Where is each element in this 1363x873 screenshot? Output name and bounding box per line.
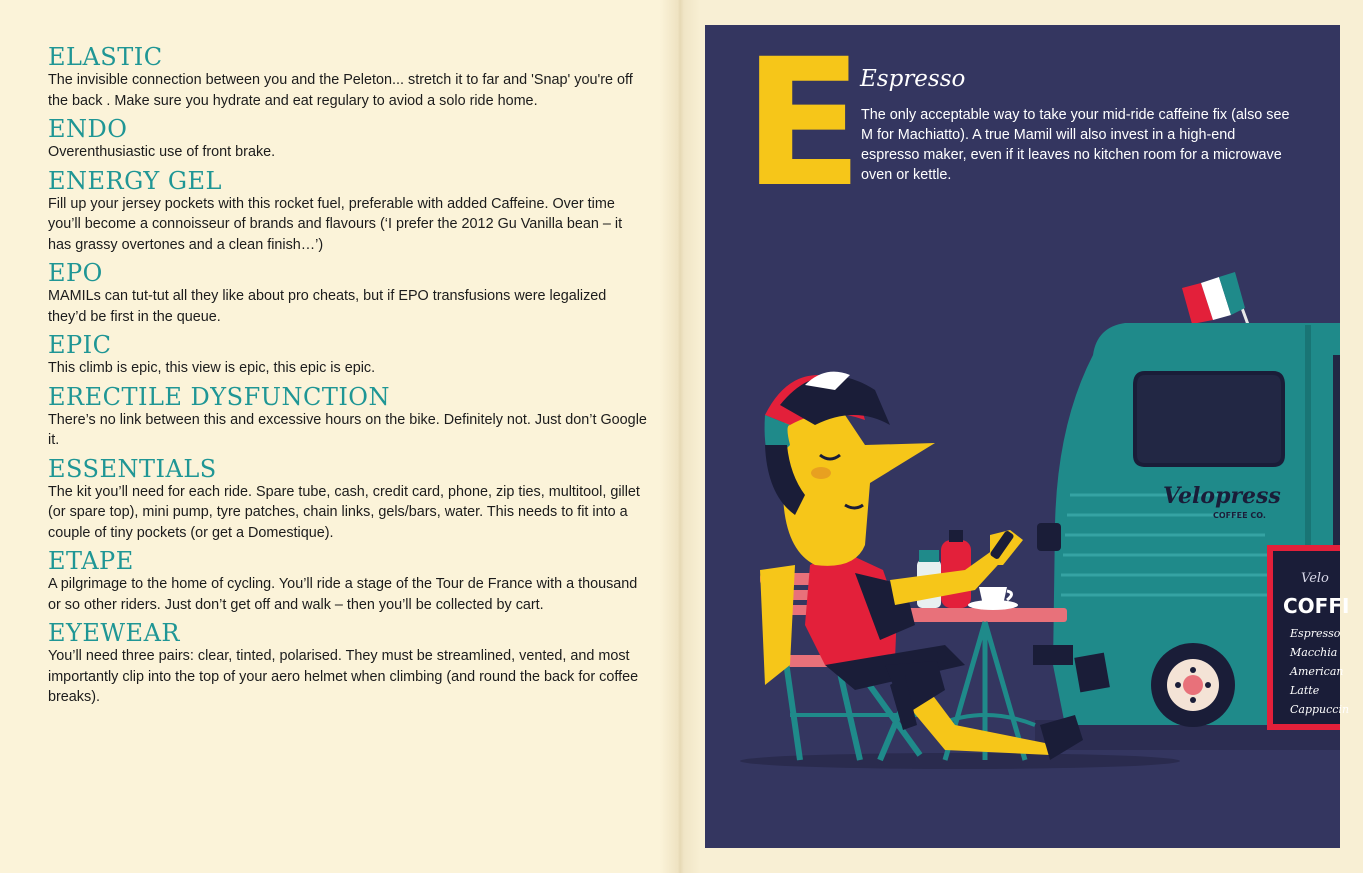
entry-definition: MAMILs can tut-tut all they like about pro cheats, but if EPO transfusions were legalized they’d be first in the queue. [48,288,607,325]
entry-etape [48,548,648,615]
menu-sign [1267,545,1349,730]
entry-term: ENERGY GEL [48,166,222,195]
sign-heading: COFFI [1283,594,1350,618]
entry-definition: Fill up your jersey pockets with this rocket fuel, preferable with added Caffeine. Over time you’ll become a connoisseur of brands and flavours (‘I prefer the 2012 Gu Vanilla bean – it has grassy overtones and a clean finish…’) [48,195,623,253]
sign-item: American [1290,665,1344,678]
glossary-entries [48,44,648,713]
book-gutter [660,0,700,873]
van-subtitle: COFFEE CO. [1213,511,1266,520]
entry-elastic [48,44,648,111]
entry-energy-gel [48,168,648,256]
sign-item: Macchia [1290,646,1338,659]
entry-definition: Overenthusiastic use of front brake. [48,144,276,160]
panel-body: The only acceptable way to take your mid-ride caffeine fix (also see M for Machiatto). A true Mamil will also invest in a high-end espresso maker, even if it leaves no kitchen room for a microwave oven or kettle. [861,107,1290,183]
sign-item: Latte [1290,684,1320,697]
entry-definition: You’ll need three pairs: clear, tinted, polarised. They must be streamlined, vented, and most importantly clip into the top of your aero helmet when climbing (and round the back for coffee breaks). [48,648,639,705]
sign-item: Cappuccin [1290,703,1350,716]
entry-eyewear [48,620,648,708]
entry-term: ERECTILE DYSFUNCTION [48,382,390,411]
sign-brand: Velo [1301,571,1329,586]
entry-term: ELASTIC [48,43,163,71]
entry-definition: The kit you’ll need for each ride. Spare tube, cash, credit card, phone, zip ties, multitool, gillet (or spare top), mini pump, tyre patches, chain links, gels/bars, water. This needs to fit into a couple of tiny pockets (or get a Domestique). [48,483,640,541]
entry-definition: This climb is epic, this view is epic, this epic is epic. [48,360,376,376]
sign-item: Espresso [1290,627,1341,640]
italian-flag [1182,272,1250,330]
entry-term: EPIC [48,331,112,359]
entry-essentials [48,456,648,544]
entry-term: ETAPE [48,547,134,575]
section-letter: E [743,21,864,226]
entry-term: EYEWEAR [48,619,180,647]
entry-definition: There’s no link between this and excessive hours on the bike. Definitely not. Just don’t Google it. [48,411,647,448]
entry-definition: The invisible connection between you and the Peleton... stretch it to far and 'Snap' you're off the back . Make sure you hydrate and eat regulary to aviod a solo ride home. [48,72,633,109]
entry-epo [48,260,648,327]
entry-epic [48,332,648,379]
entry-endo [48,116,648,163]
entry-definition: A pilgrimage to the home of cycling. You’ll ride a stage of the Tour de France with a thousand or so other riders. Just don’t get off and walk – then you’ll be collected by cart. [48,576,638,613]
ground-shadow [740,753,1180,769]
entry-term: EPO [48,259,103,287]
panel-title: Espresso [860,66,966,92]
entry-erectile-dysfunction [48,384,648,451]
entry-term: ENDO [48,115,128,143]
entry-term: ESSENTIALS [48,454,217,483]
van-logo: Velopress [1163,483,1281,509]
